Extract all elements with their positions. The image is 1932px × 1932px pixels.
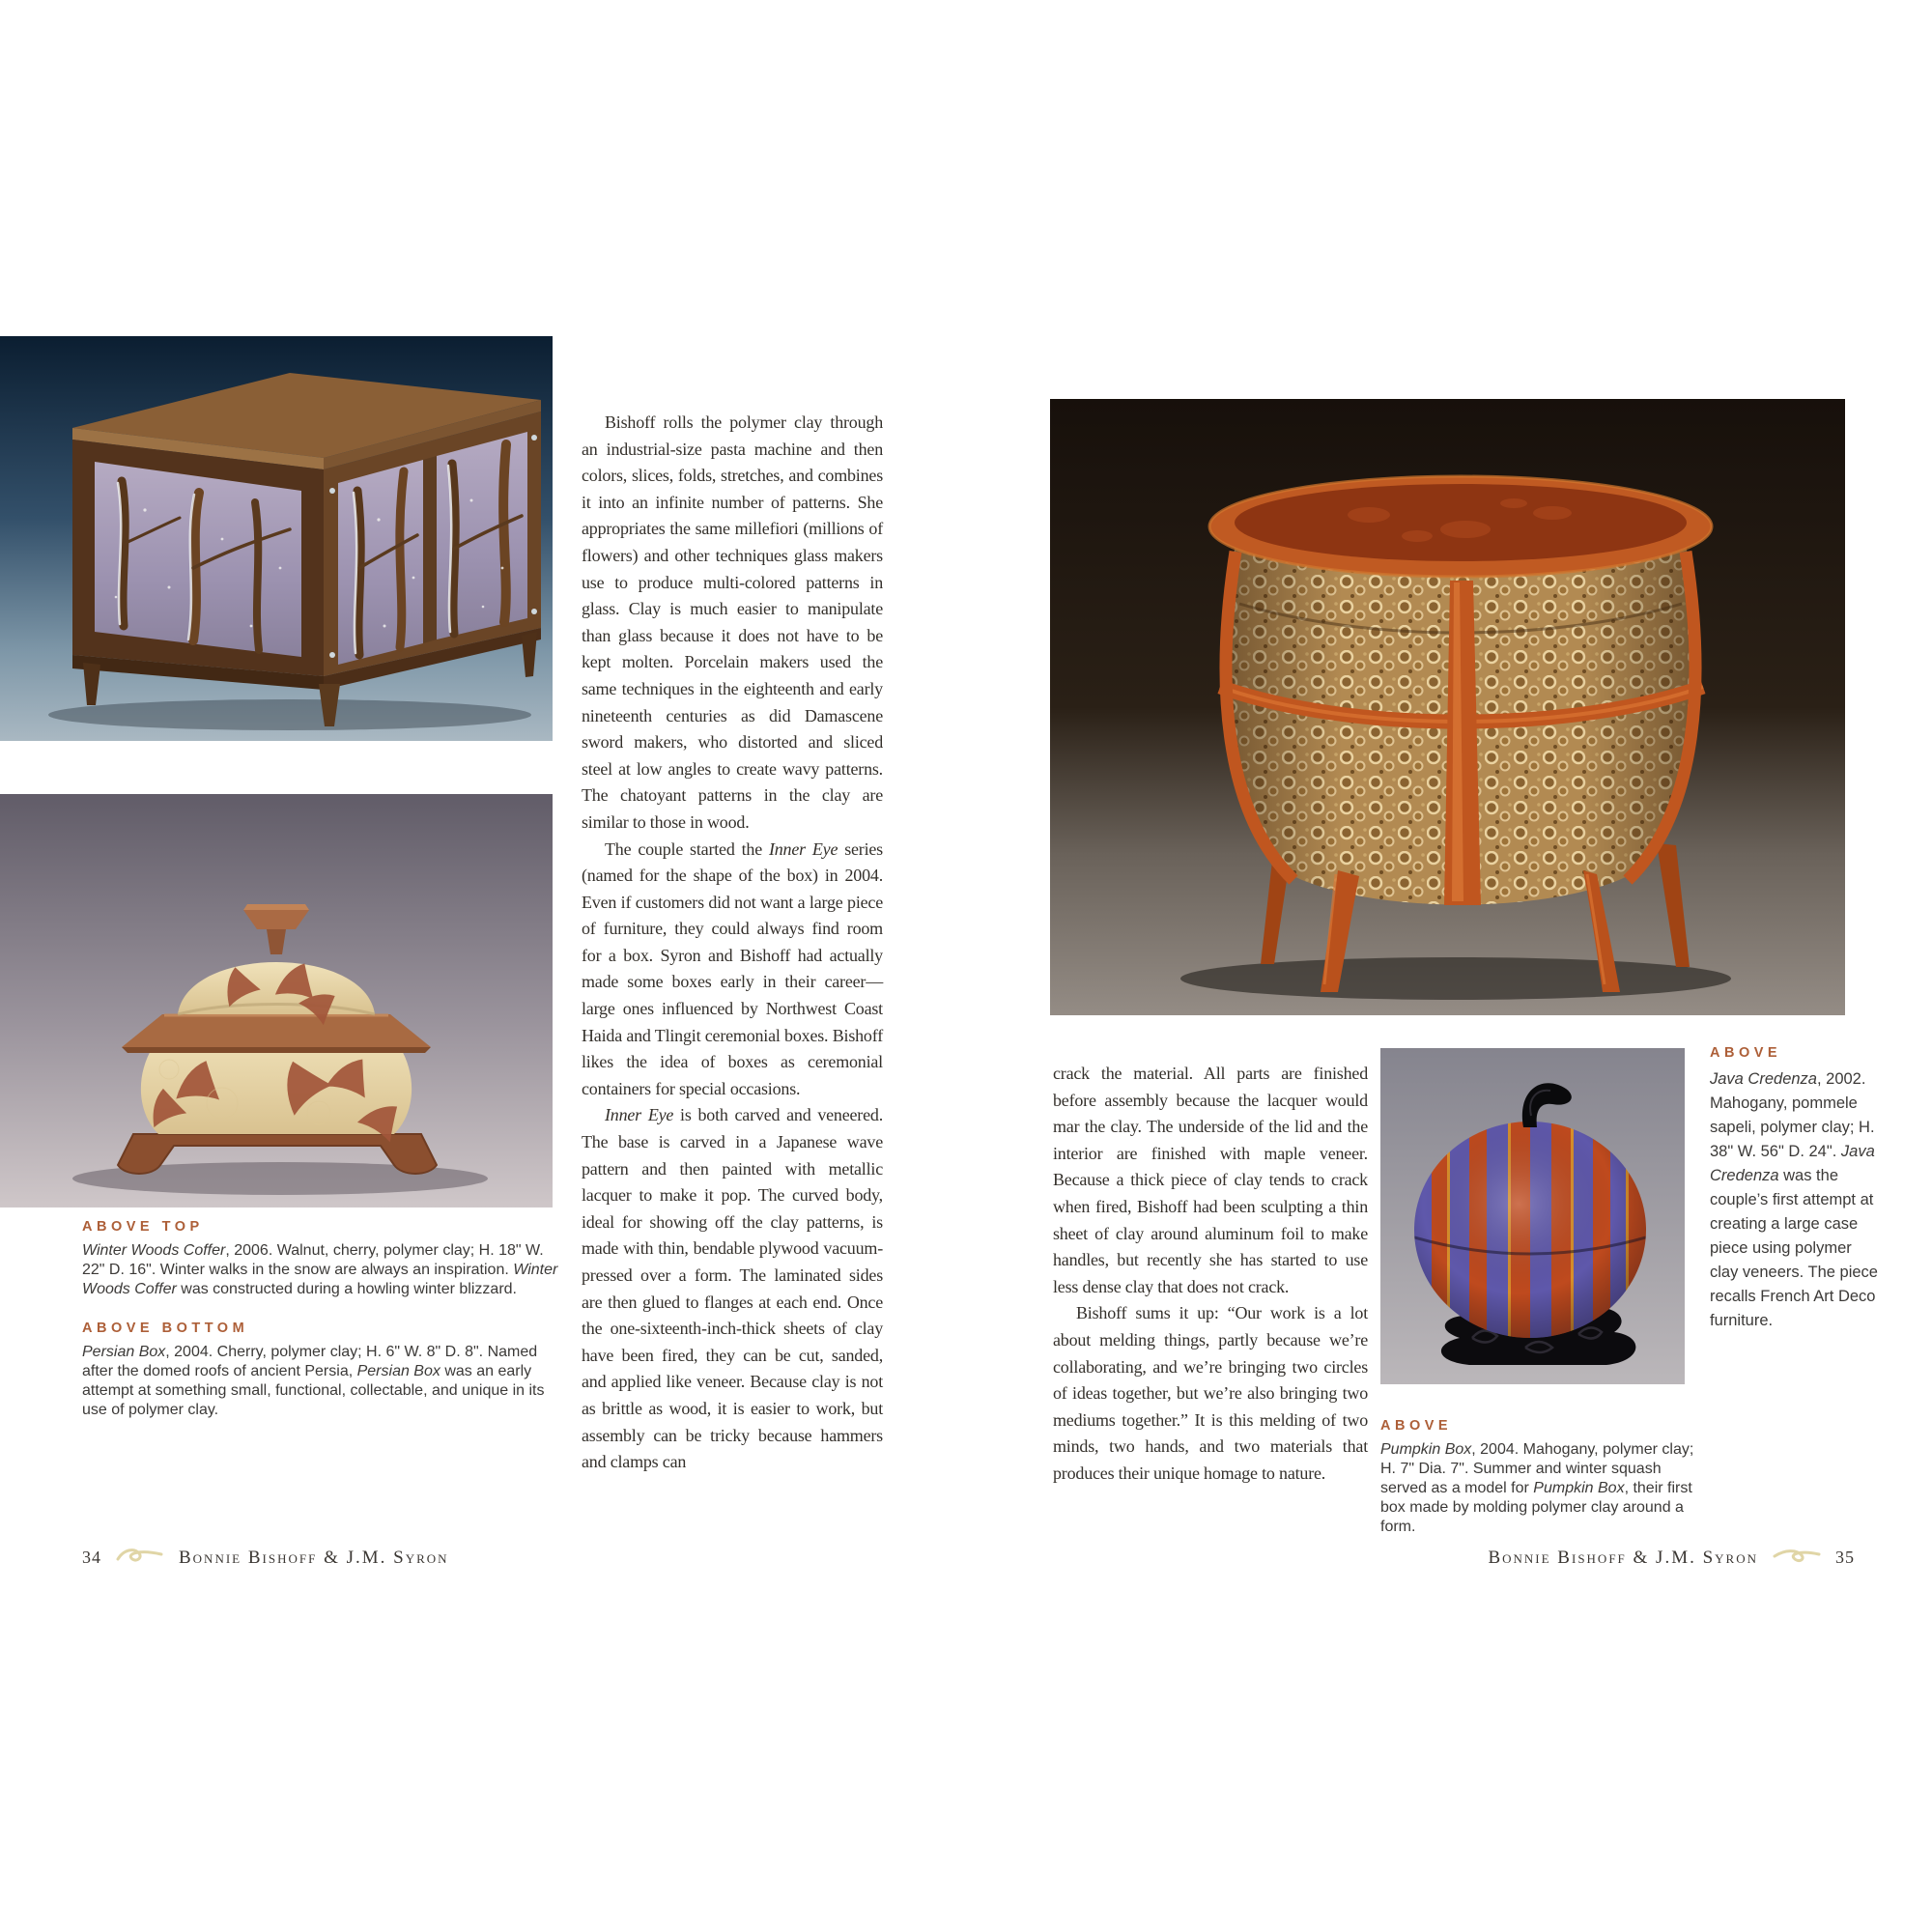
body-paragraph: Inner Eye is both carved and veneered. The base is carved in a Japanese wave pattern and then painted with metallic lacquer to make it pop. The curved body, ideal for showing off the clay patterns, is made with thin, bendable plywood vacuum-pressed over a form. The laminated sides are then glued to flanges at each end. Once the one-sixteenth-inch-thick sheets of clay have been fired, they can be cut, sanded, and applied like veneer. Because clay is not as brittle as wood, it is easier to work, but assembly can be tricky because hammers and clamps can <box>582 1105 883 1472</box>
caption-winter-woods <box>82 1219 565 1299</box>
body-paragraph: crack the material. All parts are finished before assembly because the lacquer would mar the clay. The underside of the lid and the interior are finished with maple veneer. Because a thick piece of clay tends to crack when fired, Bishoff had been sculpting a thin sheet of clay around aluminum foil to make handles, but recently she has started to use less dense clay that does not crack. <box>1053 1064 1368 1296</box>
caption-pumpkin-box <box>1380 1418 1699 1537</box>
body-column-right <box>1053 1061 1368 1488</box>
caption-text: Persian Box, 2004. Cherry, polymer clay; H. 6" W. 8" D. 8". Named after the domed roofs of ancient Persia, Persian Box was an early attempt at something small, functional, collectable, and unique in its use of polymer clay. <box>82 1344 545 1418</box>
body-paragraph: Bishoff rolls the polymer clay through an industrial-size pasta machine and then colors, slices, folds, stretches, and combines it into an infinite number of patterns. She appropriates the same millefiori (millions of flowers) and other techniques glass makers use to produce multi-colored patterns in glass. Clay is much easier to manipulate than glass because it does not have to be kept molten. Porcelain makers used the same techniques in the eighteenth and early nineteenth centuries as did Damascene sword makers, who distorted and sliced steel at low angles to create wavy patterns. The chatoyant patterns in the clay are similar to those in wood. <box>582 412 883 832</box>
swash-ornament-icon <box>1772 1546 1822 1570</box>
caption-heading: ABOVE BOTTOM <box>82 1321 249 1336</box>
winter-woods-illustration <box>0 336 553 741</box>
photo-persian-box <box>0 794 553 1208</box>
caption-heading: ABOVE <box>1380 1418 1453 1434</box>
caption-text: Java Credenza, 2002. Mahogany, pommele sapeli, polymer clay; H. 38" W. 56" D. 24". Java Credenza was the couple’s first attempt at creating a large case piece using polymer clay veneers. The piece recalls French Art Deco furniture. <box>1710 1070 1878 1329</box>
caption-heading: ABOVE <box>1710 1045 1782 1061</box>
caption-block-left <box>82 1219 565 1420</box>
caption-heading: ABOVE TOP <box>82 1219 204 1235</box>
photo-pumpkin-box <box>1380 1048 1685 1384</box>
persian-box-illustration <box>0 794 553 1208</box>
footer-left <box>82 1546 449 1570</box>
caption-persian-box <box>82 1321 565 1420</box>
footer-right <box>1449 1546 1855 1570</box>
page-number: 35 <box>1835 1548 1855 1567</box>
running-title: Bonnie Bishoff & J.M. Syron <box>179 1547 449 1568</box>
page-number: 34 <box>82 1548 101 1567</box>
caption-text: Winter Woods Coffer, 2006. Walnut, cherry, polymer clay; H. 18" W. 22" D. 16". Winter walks in the snow are always an inspiration. Winter Woods Coffer was constructed during a howling winter blizzard. <box>82 1242 558 1297</box>
body-column-left <box>582 410 883 1476</box>
caption-java-credenza <box>1710 1045 1882 1333</box>
photo-java-credenza <box>1050 399 1845 1015</box>
body-paragraph: The couple started the Inner Eye series (named for the shape of the box) in 2004. Even if customers did not want a large piece of furniture, they could always find room for a box. Syron and Bishoff had actually made some boxes early in their career—large ones influenced by Northwest Coast Haida and Tlingit ceremonial boxes. Bishoff likes the idea of boxes as ceremonial containers for special occasions. <box>582 838 883 1098</box>
body-paragraph: Bishoff sums it up: “Our work is a lot about melding things, partly because we’re collaborating, and we’re bringing two circles of ideas together, but we’re also bringing two mediums together.” It is this melding of two minds, two hands, and two materials that produces their unique homage to nature. <box>1053 1303 1368 1483</box>
photo-winter-woods-coffer <box>0 336 553 741</box>
running-title: Bonnie Bishoff & J.M. Syron <box>1488 1547 1758 1568</box>
java-credenza-illustration <box>1050 399 1845 1015</box>
swash-ornament-icon <box>115 1546 165 1570</box>
caption-text: Pumpkin Box, 2004. Mahogany, polymer clay; H. 7" Dia. 7". Summer and winter squash served as a model for Pumpkin Box, their first box made by molding polymer clay around a form. <box>1380 1441 1694 1535</box>
pumpkin-box-illustration <box>1380 1048 1685 1384</box>
